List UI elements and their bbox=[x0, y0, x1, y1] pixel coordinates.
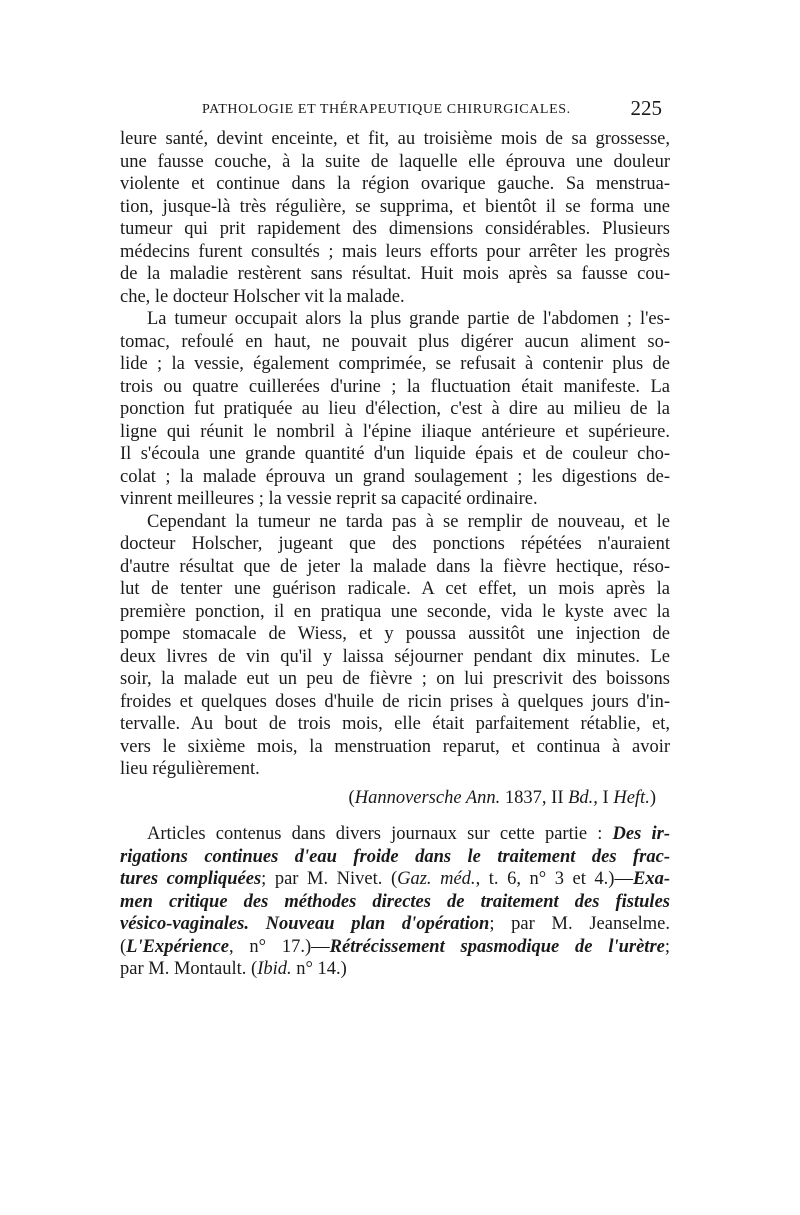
citation-volume: II bbox=[551, 787, 564, 808]
running-title: PATHOLOGIE ET THÉRAPEUTIQUE CHIRURGICALES. bbox=[202, 102, 571, 117]
text-line: vers le sixième mois, la menstruation reparut, et continua à avoir bbox=[120, 736, 670, 757]
text-line: première ponction, il en pratiqua une seconde, vida le kyste avec la bbox=[120, 601, 670, 622]
article-ref: n° 14.) bbox=[291, 959, 347, 979]
text-line: colat ; la malade éprouva un grand soulagement ; les digestions de- bbox=[120, 466, 670, 487]
text-line bbox=[120, 846, 670, 869]
text-line: leure santé, devint enceinte, et fit, au troisième mois de sa grossesse, bbox=[120, 129, 670, 149]
articles-intro: Articles contenus dans divers journaux sur cette partie : bbox=[147, 824, 613, 844]
article-ref: ; bbox=[664, 936, 670, 957]
text-line: tumeur qui prit rapidement des dimensions considérables. Plusieurs bbox=[120, 219, 670, 239]
text-line: froides et quelques doses d'huile de ricin prises à quelques jours d'in- bbox=[120, 691, 670, 712]
article-author: ; par M. Nivet. ( bbox=[261, 869, 398, 889]
paragraph-treatment bbox=[120, 511, 670, 781]
article-title: Exa- bbox=[632, 869, 670, 889]
text-line: d'autre résultat que de jeter la malade dans la fièvre hectique, réso- bbox=[120, 556, 670, 577]
text-line: tion, jusque-là très régulière, se supprima, et bientôt il se forma une bbox=[120, 196, 670, 217]
article-title: Des ir- bbox=[612, 824, 670, 844]
text-line: tomac, refoulé en haut, ne pouvait plus digérer aucun aliment so- bbox=[120, 331, 670, 352]
text-line: une fausse couche, à la suite de laquelle elle éprouva une douleur bbox=[120, 151, 670, 172]
text-line: soir, la malade eut un peu de fièvre ; on lui prescrivit des boissons bbox=[120, 669, 670, 689]
body-text bbox=[120, 128, 670, 981]
text-line: Cependant la tumeur ne tarda pas à se remplir de nouveau, et le bbox=[147, 511, 670, 532]
text-line: tervalle. Au bout de trois mois, elle était parfaitement rétablie, et, bbox=[120, 714, 670, 734]
text-line: deux livres de vin qu'il y laissa séjourner pendant dix minutes. Le bbox=[120, 646, 670, 667]
article-title: tures compliquées bbox=[120, 869, 262, 889]
paragraph-articles bbox=[120, 823, 670, 981]
running-head bbox=[118, 96, 662, 124]
text-line bbox=[120, 891, 670, 914]
text-line: La tumeur occupait alors la plus grande partie de l'abdomen ; l'es- bbox=[147, 309, 670, 329]
text-line bbox=[120, 936, 670, 959]
citation-journal: Hannoversche Ann. bbox=[354, 787, 501, 808]
text-line: vinrent meilleures ; la vessie reprit sa capacité ordinaire. bbox=[120, 489, 538, 509]
text-line: che, le docteur Holscher vit la malade. bbox=[120, 286, 405, 307]
citation-open: ( bbox=[348, 787, 355, 808]
text-line: lieu régulièrement. bbox=[120, 759, 260, 779]
citation bbox=[120, 787, 670, 810]
article-ref: , t. 6, n° 3 et 4.)— bbox=[475, 869, 633, 889]
spacer bbox=[120, 809, 670, 823]
text-line: Il s'écoula une grande quantité d'un liquide épais et de couleur cho- bbox=[120, 444, 670, 464]
text-line: ponction fut pratiquée au lieu d'élection, c'est à dire au milieu de la bbox=[120, 399, 670, 419]
text-line: ligne qui réunit le nombril à l'épine iliaque antérieure et supérieure. bbox=[120, 421, 670, 442]
article-author: par M. Montault. ( bbox=[120, 959, 258, 979]
article-title: vésico-vaginales. Nouveau plan d'opération bbox=[120, 914, 490, 934]
text-line bbox=[120, 823, 670, 846]
citation-year: 1837, bbox=[500, 787, 552, 808]
citation-bd: Bd., bbox=[563, 787, 598, 808]
citation-heft: Heft. bbox=[608, 787, 650, 808]
article-source: L'Expérience bbox=[126, 936, 229, 957]
text-line bbox=[120, 913, 670, 936]
text-line: docteur Holscher, jugeant que des ponctions répétées n'auraient bbox=[120, 534, 670, 554]
text-line: trois ou quatre cuillerées d'urine ; la fluctuation était manifeste. La bbox=[120, 376, 670, 397]
article-source: Gaz. méd. bbox=[397, 869, 476, 889]
paragraph-tumor bbox=[120, 308, 670, 511]
text-line bbox=[120, 958, 670, 981]
article-title: rigations continues d'eau froide dans le traitement des frac- bbox=[120, 846, 670, 867]
article-ref: ( bbox=[120, 936, 127, 957]
text-line: lide ; la vessie, également comprimée, se refusait à contenir plus de bbox=[120, 354, 670, 374]
text-line: de la maladie restèrent sans résultat. Huit mois après sa fausse cou- bbox=[120, 264, 670, 284]
text-line: violente et continue dans la région ovarique gauche. Sa menstrua- bbox=[120, 174, 670, 194]
article-title: men critique des méthodes directes de traitement des fistules bbox=[120, 891, 670, 912]
citation-issue: I bbox=[597, 787, 609, 808]
page-number: 225 bbox=[630, 96, 662, 120]
citation-close: ) bbox=[649, 787, 656, 808]
article-source: Ibid. bbox=[257, 959, 292, 979]
article-title: Rétrécissement spasmodique de l'urètre bbox=[329, 936, 665, 957]
text-line: médecins furent consultés ; mais leurs efforts pour arrêter les progrès bbox=[120, 241, 670, 262]
text-line bbox=[120, 868, 670, 891]
article-author: ; par M. Jeanselme. bbox=[489, 914, 670, 934]
paragraph-continuation bbox=[120, 128, 670, 308]
text-line: lut de tenter une guérison radicale. A cet effet, un mois après la bbox=[120, 579, 670, 599]
article-ref: , n° 17.)— bbox=[228, 936, 330, 957]
text-line: pompe stomacale de Wiess, et y poussa aussitôt une injection de bbox=[120, 624, 670, 644]
